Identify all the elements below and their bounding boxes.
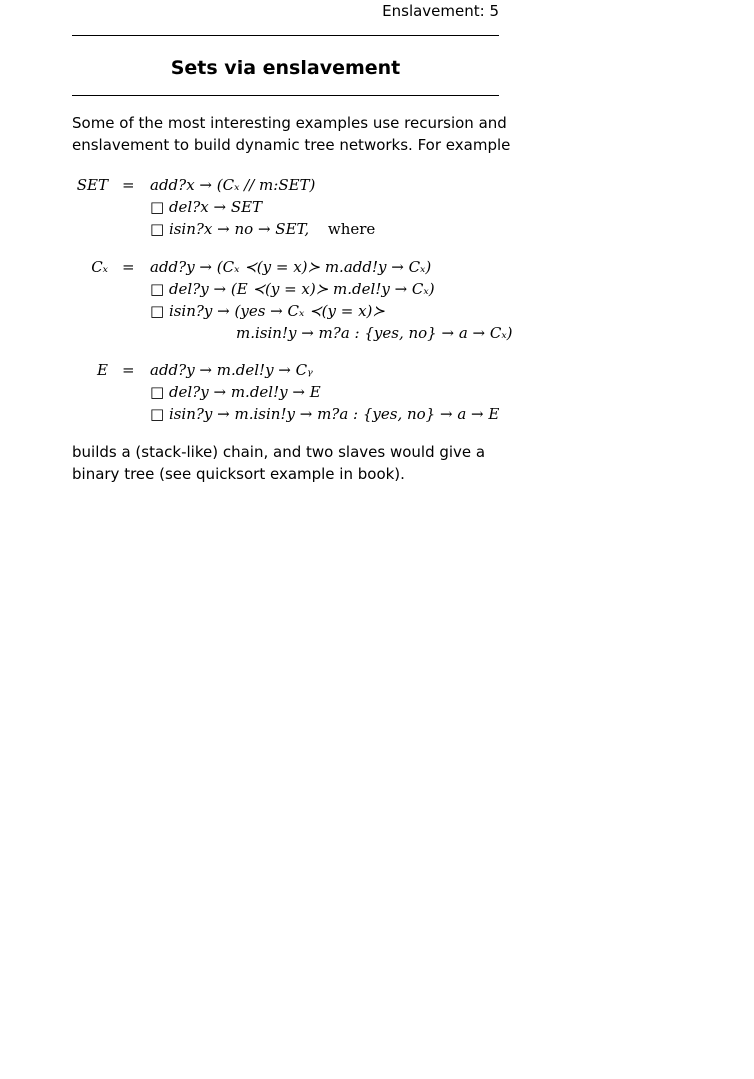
running-head: Enslavement: 5 <box>382 2 499 20</box>
set-line-1: add?x → (Cₓ // m:SET) <box>150 176 316 194</box>
set-line-3 <box>150 218 375 240</box>
equation-lhs-e: E <box>97 361 108 379</box>
cx-line-1: add?y → (Cₓ ≺(y = x)≻ m.add!y → Cₓ) <box>150 258 432 276</box>
cx-line-4: m.isin!y → m?a : {yes, no} → a → Cₓ) <box>236 324 513 342</box>
e-line-2: □ del?y → m.del!y → E <box>150 383 321 401</box>
e-line-3: □ isin?y → m.isin!y → m?a : {yes, no} → a → E <box>150 405 500 423</box>
set-line-2: □ del?x → SET <box>150 198 263 216</box>
cx-line-3: □ isin?y → (yes → Cₓ ≺(y = x)≻ <box>150 302 385 320</box>
section-title: Sets via enslavement <box>170 57 401 79</box>
equation-lhs-set: SET <box>76 176 108 194</box>
e-line-1: add?y → m.del!y → Cᵧ <box>150 361 313 379</box>
bottom-rule <box>72 95 499 96</box>
equation-lhs-cx: Cₓ <box>91 258 108 276</box>
equals-sign: = <box>122 361 135 379</box>
outro-paragraph: builds a (stack-like) chain, and two slaves would give a binary tree (see quicksort example in book). <box>72 443 486 483</box>
top-rule <box>72 35 499 36</box>
set-line-3-expr: □ isin?x → no → SET, <box>150 220 310 238</box>
intro-paragraph: Some of the most interesting examples use recursion and enslavement to build dynamic tree networks. For example <box>72 114 511 154</box>
equals-sign: = <box>122 176 135 194</box>
cx-line-2: □ del?y → (E ≺(y = x)≻ m.del!y → Cₓ) <box>150 280 435 298</box>
equals-sign: = <box>122 258 135 276</box>
where-word: where <box>327 220 376 238</box>
